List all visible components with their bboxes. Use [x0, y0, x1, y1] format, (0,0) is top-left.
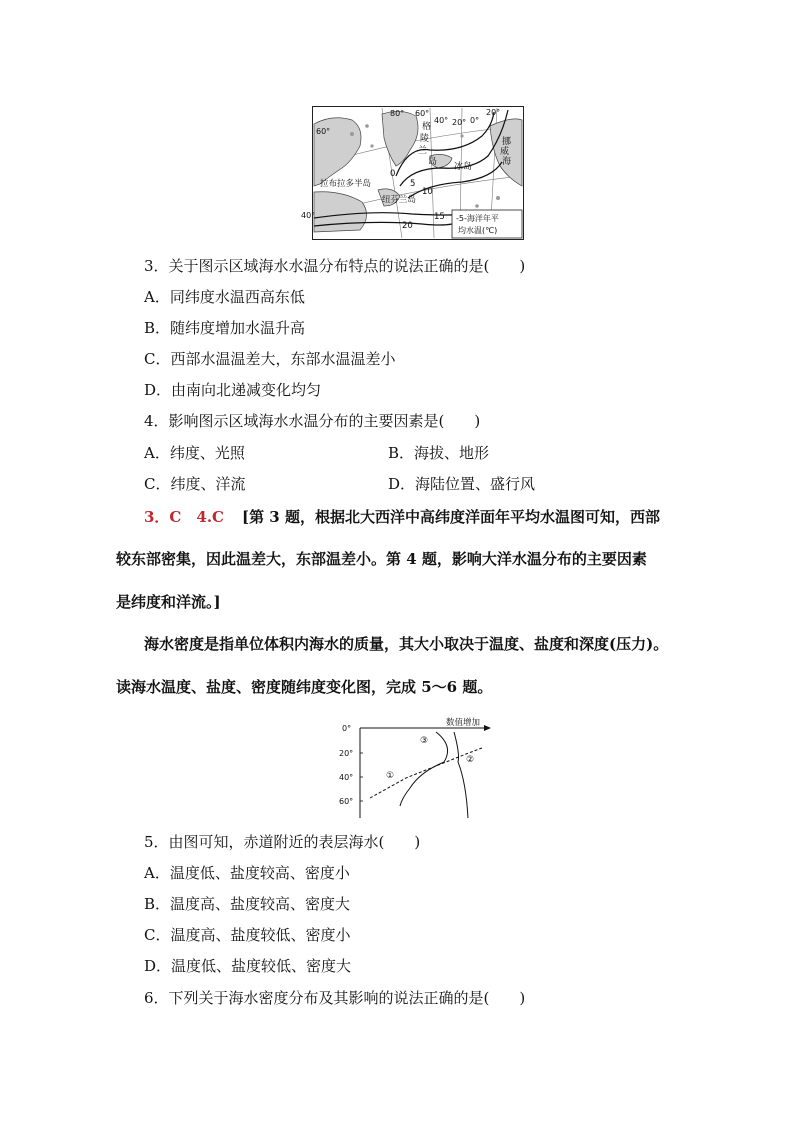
latitude-label: 40°	[301, 211, 316, 220]
answer-line-1	[144, 507, 660, 527]
answer-key: 3．C 4.C	[144, 508, 224, 526]
x-axis-arrow	[484, 725, 491, 731]
isotherm-label: 10	[422, 187, 433, 197]
answer-line-2: 较东部密集，因此温差大，东部温差小。第 4 题，影响大洋水温分布的主要因素	[116, 550, 647, 568]
isotherm-label: 5	[410, 179, 416, 189]
place-label: 岛	[428, 157, 438, 167]
intro-line-1: 海水密度是指单位体积内海水的质量，其大小取决于温度、盐度和深度(压力)。	[144, 635, 669, 653]
place-label: 冰岛	[454, 162, 473, 172]
q5-option-c: C．温度高、盐度较低、密度小	[144, 926, 351, 944]
meridian-label: 20°	[486, 108, 501, 117]
legend-text: 均水温(℃)	[458, 226, 498, 235]
density-latitude-chart	[336, 714, 496, 822]
answer-line-3: 是纬度和洋流。]	[116, 593, 221, 611]
q6-stem: 6．下列关于海水密度分布及其影响的说法正确的是( )	[144, 989, 526, 1007]
y-tick-label: 60°	[339, 797, 354, 806]
y-tick-label: 0°	[342, 724, 352, 733]
place-label: 挪	[502, 137, 512, 147]
q5-option-a: A．温度低、盐度较高、密度小	[144, 864, 350, 882]
isotherm-label: 0	[390, 169, 396, 179]
place-label: 拉布拉多半岛	[320, 179, 372, 189]
place-label: 兰	[418, 146, 428, 156]
q3-option-d: D．由南向北递减变化均匀	[144, 381, 322, 399]
q4-option-c: C．纬度、洋流	[144, 475, 246, 493]
isotherm-label: 20	[402, 221, 413, 231]
y-tick-label: 40°	[339, 773, 354, 782]
q3-option-c: C．西部水温温差大，东部水温温差小	[144, 350, 396, 368]
series-3-label: ③	[420, 736, 429, 746]
y-tick-label: 20°	[339, 749, 354, 758]
q4-stem: 4．影响图示区域海水水温分布的主要因素是( )	[144, 412, 481, 430]
q3-option-a: A．同纬度水温西高东低	[144, 288, 305, 306]
intro-line-2: 读海水温度、盐度、密度随纬度变化图，完成 5～6 题。	[116, 678, 493, 696]
q4-option-b: B．海拔、地形	[388, 444, 490, 462]
latitude-label: 60°	[316, 127, 331, 136]
place-label: 威	[500, 147, 510, 157]
meridian-label: 40°	[434, 116, 449, 125]
answer-explanation: [第 3 题，根据北大西洋中高纬度洋面年平均水温图可知，西部	[241, 508, 660, 526]
q5-option-b: B．温度高、盐度较高、密度大	[144, 895, 351, 913]
meridian-label: 80°	[390, 109, 405, 118]
q3-stem: 3．关于图示区域海水水温分布特点的说法正确的是( )	[144, 257, 526, 275]
series-1-label: ①	[386, 771, 395, 781]
meridian-label: 0°	[470, 116, 480, 125]
place-label: 纽芬兰岛	[382, 195, 417, 205]
legend-text: -5-海洋年平	[456, 214, 499, 223]
place-label: 海	[502, 157, 512, 167]
place-label: 陵	[420, 134, 430, 144]
meridian-label: 60°	[415, 109, 430, 118]
series-2-label: ②	[466, 755, 475, 765]
q5-stem: 5．由图可知，赤道附近的表层海水( )	[144, 833, 421, 851]
place-label: 格	[422, 122, 432, 132]
isotherm-label: 15	[434, 212, 445, 222]
q3-option-b: B．随纬度增加水温升高	[144, 319, 306, 337]
sea-temperature-map	[301, 106, 524, 240]
meridian-label: 20°	[452, 118, 467, 127]
x-axis-label: 数值增加	[446, 718, 481, 728]
q5-option-d: D．温度低、盐度较低、密度大	[144, 957, 352, 975]
q4-option-a: A．纬度、光照	[144, 444, 245, 462]
series-2-curve	[454, 732, 468, 818]
q4-option-d: D．海陆位置、盛行风	[388, 475, 536, 493]
